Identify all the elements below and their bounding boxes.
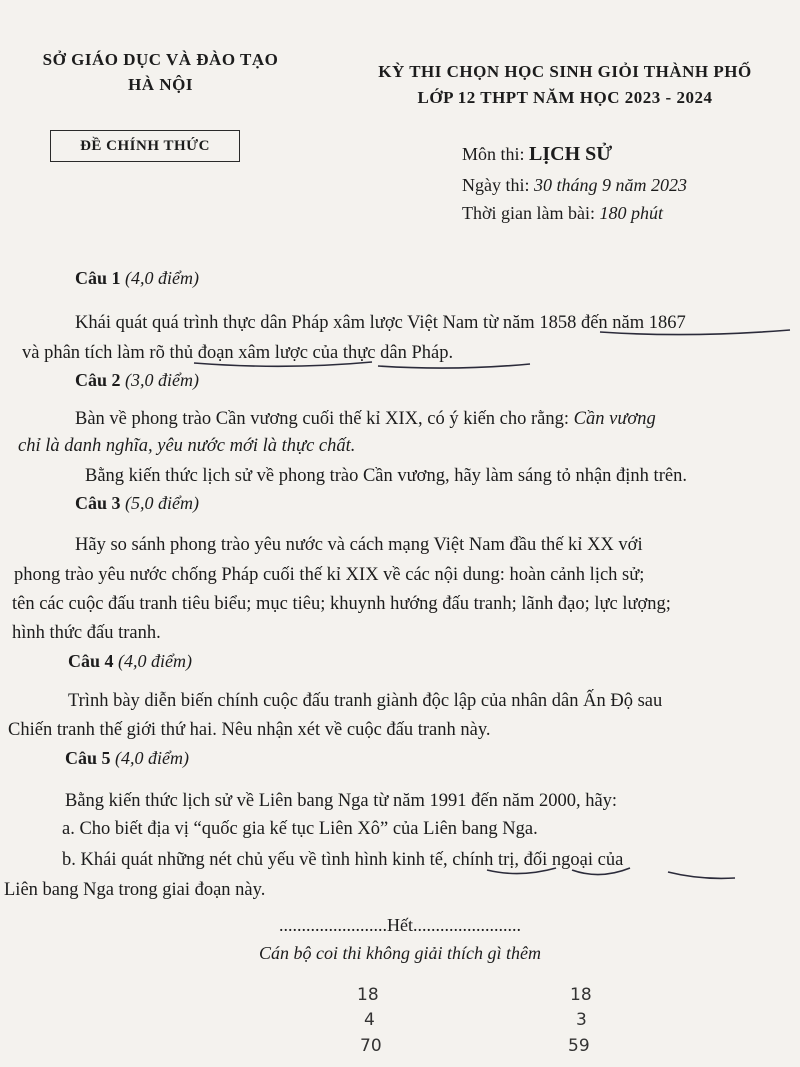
question-3-line-4: hình thức đấu tranh. — [12, 623, 161, 643]
question-2-heading: Câu 2 (3,0 điểm) — [75, 370, 199, 390]
department-name: SỞ GIÁO DỤC VÀ ĐÀO TẠO — [42, 50, 279, 69]
question-3-line-1: Hãy so sánh phong trào yêu nước và cách mạng Việt Nam đầu thế kỉ XX với — [75, 535, 643, 555]
handwritten-number: 3 — [576, 1010, 587, 1030]
question-3-line-2: phong trào yêu nước chống Pháp cuối thế kỉ XIX về các nội dung: hoàn cảnh lịch sử; — [14, 565, 645, 585]
question-5-line-b: b. Khái quát những nét chủ yếu về tình hình kinh tế, chính trị, đối ngoại của — [62, 850, 624, 870]
handwritten-number: 59 — [568, 1036, 590, 1056]
question-1-line-1: Khái quát quá trình thực dân Pháp xâm lược Việt Nam từ năm 1858 đến năm 1867 — [75, 313, 686, 333]
question-5-heading: Câu 5 (4,0 điểm) — [65, 748, 189, 768]
question-5-line-b-cont: Liên bang Nga trong giai đoạn này. — [4, 880, 266, 900]
handwritten-number: 4 — [364, 1010, 375, 1030]
date-line: Ngày thi: 30 tháng 9 năm 2023 — [462, 175, 687, 195]
question-1-line-2: và phân tích làm rõ thủ đoạn xâm lược của thực dân Pháp. — [22, 343, 454, 363]
question-1-heading: Câu 1 (4,0 điểm) — [75, 268, 199, 288]
handwritten-number: 18 — [570, 985, 592, 1005]
exam-title: KỲ THI CHỌN HỌC SINH GIỎI THÀNH PHỐ — [378, 62, 752, 81]
question-3-line-3: tên các cuộc đấu tranh tiêu biểu; mục tiêu; khuynh hướng đấu tranh; lãnh đạo; lực lượng; — [12, 594, 671, 614]
underline-mark — [668, 872, 735, 878]
question-5-line-a: a. Cho biết địa vị “quốc gia kế tục Liên Xô” của Liên bang Nga. — [62, 819, 538, 839]
exam-grade-year: LỚP 12 THPT NĂM HỌC 2023 - 2024 — [417, 88, 713, 107]
question-5-line-1: Bằng kiến thức lịch sử về Liên bang Nga từ năm 1991 đến năm 2000, hãy: — [65, 791, 618, 811]
city-name: HÀ NỘI — [128, 75, 193, 94]
question-2-line-3: Bằng kiến thức lịch sử về phong trào Cần vương, hãy làm sáng tỏ nhận định trên. — [85, 466, 687, 486]
official-exam-label: ĐỀ CHÍNH THỨC — [50, 130, 240, 162]
question-2-line-2: chỉ là danh nghĩa, yêu nước mới là thực chất. — [18, 436, 356, 456]
subject-line: Môn thi: LỊCH SỬ — [462, 143, 613, 165]
proctor-note: Cán bộ coi thi không giải thích gì thêm — [259, 943, 541, 963]
handwritten-number: 70 — [360, 1036, 382, 1056]
question-3-heading: Câu 3 (5,0 điểm) — [75, 493, 199, 513]
duration-line: Thời gian làm bài: 180 phút — [462, 203, 664, 223]
question-4-heading: Câu 4 (4,0 điểm) — [68, 651, 192, 671]
question-4-line-2: Chiến tranh thế giới thứ hai. Nêu nhận xét về cuộc đấu tranh này. — [8, 720, 491, 740]
question-2-line-1: Bàn về phong trào Cần vương cuối thế kỉ XIX, có ý kiến cho rằng: Cần vương — [75, 409, 656, 429]
handwritten-number: 18 — [357, 985, 379, 1005]
end-marker: ........................Hết........................ — [279, 915, 521, 935]
question-4-line-1: Trình bày diễn biến chính cuộc đấu tranh giành độc lập của nhân dân Ấn Độ sau — [68, 691, 663, 711]
